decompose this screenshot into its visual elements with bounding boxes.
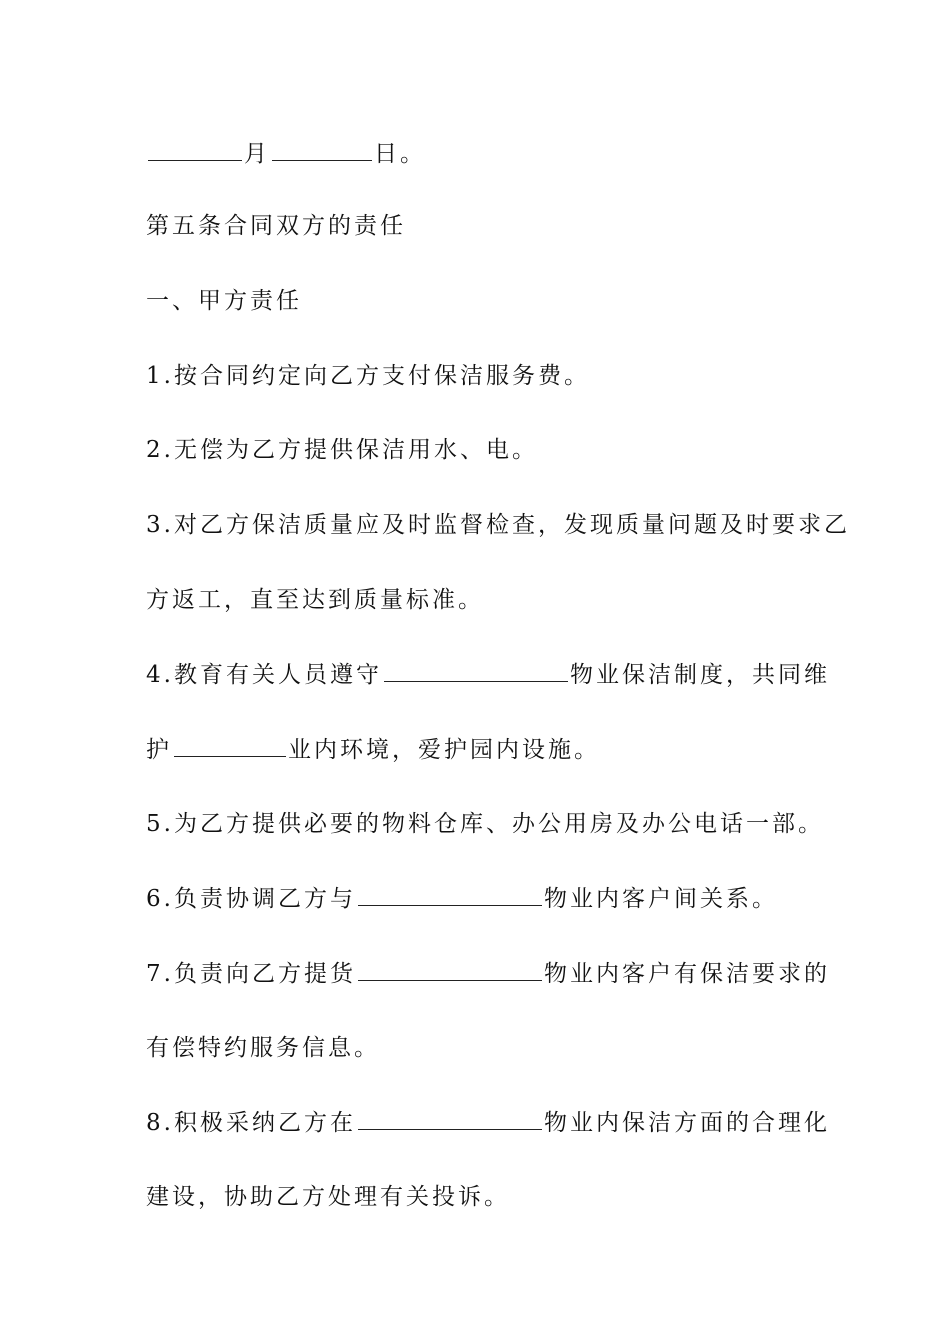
- text-segment: 方返工，直至达到质量标准。: [146, 587, 484, 613]
- text-segment: 7.负责向乙方提货: [146, 961, 356, 987]
- text-segment: 2.无偿为乙方提供保洁用水、电。: [146, 437, 538, 463]
- clause-line: [146, 809, 826, 839]
- text-segment: 第五条合同双方的责任: [146, 213, 406, 239]
- text-segment: 物业内客户有保洁要求的: [543, 961, 830, 987]
- clause-continuation: [146, 1033, 826, 1063]
- clause-continuation: [146, 585, 826, 615]
- text-segment: 物业保洁制度，共同维: [569, 662, 830, 688]
- property-name-blank: [358, 1107, 542, 1130]
- text-segment: 日。: [374, 141, 426, 167]
- property-name-blank: [174, 734, 286, 757]
- clause-line: [146, 1107, 830, 1138]
- text-segment: 6.负责协调乙方与: [146, 886, 356, 912]
- text-segment: 5.为乙方提供必要的物料仓库、办公用房及办公电话一部。: [146, 811, 824, 837]
- clause-line: [146, 958, 830, 989]
- day-blank: [272, 138, 372, 161]
- text-segment: 月: [244, 141, 270, 167]
- clause-line: [146, 361, 826, 391]
- text-segment: 有偿特约服务信息。: [146, 1035, 380, 1061]
- text-segment: 4.教育有关人员遵守: [146, 662, 382, 688]
- month-blank: [148, 138, 242, 161]
- text-segment: 一、甲方责任: [146, 288, 302, 314]
- text-segment: 建设，协助乙方处理有关投诉。: [146, 1184, 510, 1210]
- clause-continuation: [146, 1182, 826, 1212]
- text-segment: 8.积极采纳乙方在: [146, 1110, 356, 1136]
- clause-line: [146, 435, 826, 465]
- clause-line: [146, 659, 830, 690]
- text-segment: 物业内客户间关系。: [543, 886, 778, 912]
- text-segment: 护: [146, 737, 172, 763]
- text-segment: 物业内保洁方面的合理化: [543, 1110, 830, 1136]
- text-segment: 3.对乙方保洁质量应及时监督检查，发现质量问题及时要求乙: [146, 512, 850, 538]
- section-heading: [146, 286, 826, 316]
- property-name-blank: [358, 883, 542, 906]
- clause-line: [146, 883, 826, 914]
- article-heading: [146, 211, 826, 241]
- text-segment: 1.按合同约定向乙方支付保洁服务费。: [146, 363, 590, 389]
- date-line: [146, 138, 826, 169]
- property-name-blank: [358, 958, 542, 981]
- property-name-blank: [384, 659, 568, 682]
- text-segment: 业内环境，爱护园内设施。: [288, 737, 600, 763]
- clause-continuation: [146, 734, 826, 765]
- clause-line: [146, 510, 850, 540]
